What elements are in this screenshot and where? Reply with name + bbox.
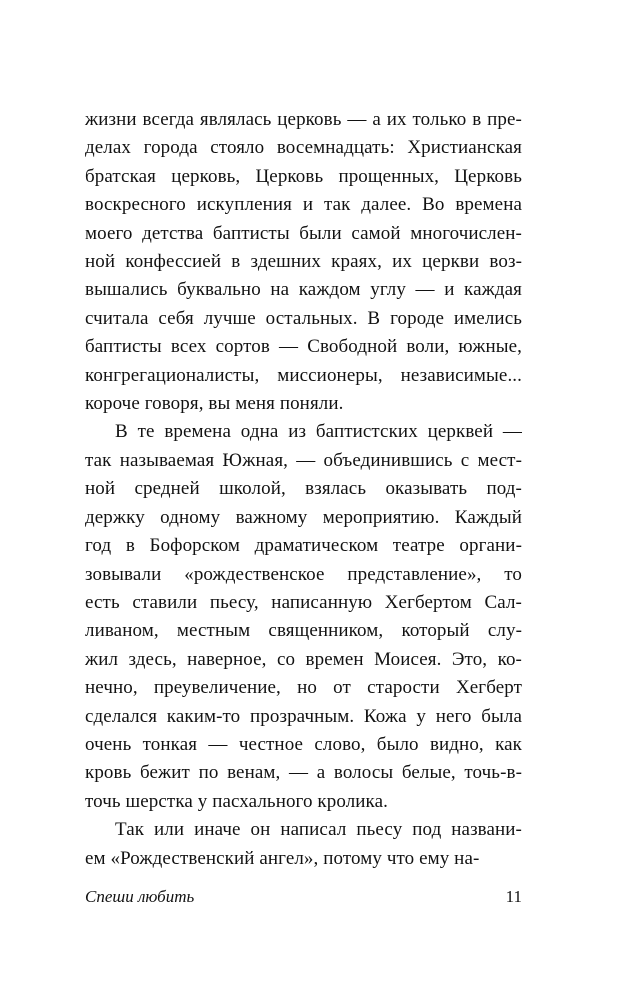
paragraph bbox=[85, 816, 522, 873]
paragraph bbox=[85, 106, 522, 418]
text-line: нечно, преувеличение, но от старости Хегберт bbox=[85, 677, 522, 699]
page-footer bbox=[85, 886, 522, 908]
text-line: конгрегационалисты, миссионеры, независимые... bbox=[85, 364, 522, 386]
text-line: баптисты всех сортов — Свободной воли, южные, bbox=[85, 336, 522, 358]
page-number: 11 bbox=[505, 887, 522, 906]
text-line: братская церковь, Церковь прощенных, Церковь bbox=[85, 165, 522, 187]
text-line: год в Бофорском драматическом театре органи- bbox=[85, 535, 522, 557]
text-line: жил здесь, наверное, со времен Моисея. Это, ко- bbox=[85, 648, 522, 670]
text-line: моего детства баптисты были самой многочислен- bbox=[85, 222, 522, 244]
paragraph bbox=[85, 418, 522, 816]
text-line: ливаном, местным священником, который слу- bbox=[85, 620, 522, 642]
text-line: очень тонкая — честное слово, было видно, как bbox=[85, 733, 522, 755]
running-title: Спеши любить bbox=[85, 887, 195, 906]
text-line: ем «Рождественский ангел», потому что ему на- bbox=[85, 847, 480, 869]
text-line: считала себя лучше остальных. В городе имелись bbox=[85, 307, 522, 329]
text-line: ной конфессией в здешних краях, их церкви воз- bbox=[85, 251, 522, 273]
text-line: Так или иначе он написал пьесу под названи- bbox=[115, 819, 522, 841]
text-line: так называемая Южная, — объединившись с мест- bbox=[85, 449, 522, 471]
text-line: зовывали «рождественское представление», то bbox=[85, 563, 522, 585]
text-line: держку одному важному мероприятию. Каждый bbox=[85, 506, 522, 528]
text-line: короче говоря, вы меня поняли. bbox=[85, 393, 344, 415]
text-line: ной средней школой, взялась оказывать под- bbox=[85, 478, 522, 500]
text-line: В те времена одна из баптистских церквей — bbox=[115, 421, 522, 443]
text-line: кровь бежит по венам, — а волосы белые, точь-в- bbox=[85, 762, 522, 784]
text-line: есть ставили пьесу, написанную Хегбертом Сал- bbox=[85, 591, 522, 613]
text-line: делах города стояло восемнадцать: Христианская bbox=[85, 137, 522, 159]
text-line: сделался каким-то прозрачным. Кожа у него была bbox=[85, 705, 522, 727]
text-line: воскресного искупления и так далее. Во времена bbox=[85, 194, 522, 216]
text-line: точь шерстка у пасхального кролика. bbox=[85, 790, 388, 812]
text-line: вышались буквально на каждом углу — и каждая bbox=[85, 279, 522, 301]
text-block bbox=[85, 106, 522, 873]
text-line: жизни всегда являлась церковь — а их только в пре- bbox=[85, 109, 522, 130]
